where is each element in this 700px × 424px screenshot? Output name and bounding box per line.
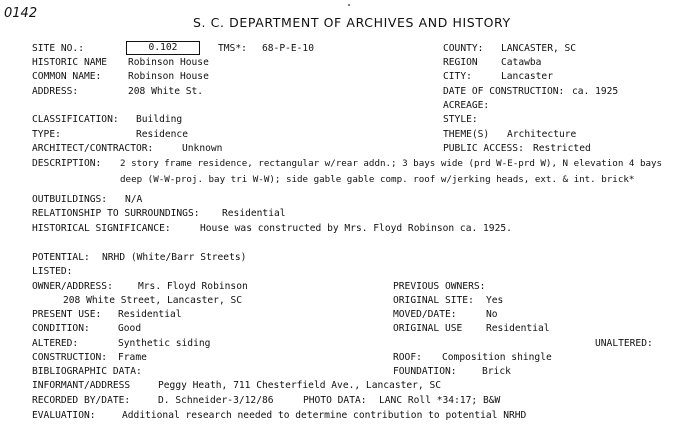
original-site-label: ORIGINAL SITE: <box>393 295 474 306</box>
description-label: DESCRIPTION: <box>32 158 102 169</box>
roof-label: ROOF: <box>393 352 422 363</box>
photo-data-value: LANC Roll *34:17; B&W <box>379 395 501 406</box>
relationship-value: Residential <box>222 208 286 219</box>
recorded-label: RECORDED BY/DATE: <box>32 395 131 406</box>
foundation-value: Brick <box>482 366 511 377</box>
original-use-value: Residential <box>486 323 550 334</box>
description-line-2: deep (W-W-proj. bay tri W-W); side gable gable comp. roof w/jerking heads, ext. & int. brick* <box>120 174 635 185</box>
classification-value: Building <box>136 114 183 125</box>
significance-value: House was constructed by Mrs. Floyd Robinson ca. 1925. <box>200 223 512 234</box>
informant-value: Peggy Heath, 711 Chesterfield Ave., Lancaster, SC <box>158 380 442 391</box>
tms-value: 68-P-E-10 <box>262 43 314 54</box>
type-value: Residence <box>136 129 188 140</box>
foundation-label: FOUNDATION: <box>393 366 457 377</box>
form-header: S. C. DEPARTMENT OF ARCHIVES AND HISTORY <box>193 15 511 30</box>
relationship-label: RELATIONSHIP TO SURROUNDINGS: <box>32 208 200 219</box>
site-no-label: SITE NO.: <box>32 43 84 54</box>
date-of-construction-label: DATE OF CONSTRUCTION: <box>443 86 565 97</box>
county-label: COUNTY: <box>443 43 484 54</box>
owner-value-2: 208 White Street, Lancaster, SC <box>63 295 243 306</box>
form-number: 0142 <box>4 6 38 21</box>
city-value: Lancaster <box>501 71 553 82</box>
theme-value: Architecture <box>507 129 577 140</box>
date-of-construction-value: ca. 1925 <box>572 86 619 97</box>
type-label: TYPE: <box>32 129 61 140</box>
bibliographic-label: BIBLIOGRAPHIC DATA: <box>32 366 142 377</box>
unaltered-label: UNALTERED: <box>595 338 653 349</box>
public-access-value: Restricted <box>533 143 591 154</box>
site-no-box: 0.102 <box>126 41 200 55</box>
moved-value: No <box>486 309 498 320</box>
address-value: 208 White St. <box>128 86 204 97</box>
original-use-label: ORIGINAL USE <box>393 323 463 334</box>
architect-value: Unknown <box>182 143 223 154</box>
historic-name-value: Robinson House <box>128 57 209 68</box>
address-label: ADDRESS: <box>32 86 79 97</box>
photo-data-label: PHOTO DATA: <box>303 395 367 406</box>
architect-label: ARCHITECT/CONTRACTOR: <box>32 143 154 154</box>
condition-label: CONDITION: <box>32 323 90 334</box>
outbuildings-value: N/A <box>125 194 143 205</box>
public-access-label: PUBLIC ACCESS: <box>443 143 524 154</box>
present-use-label: PRESENT USE: <box>32 309 102 320</box>
common-name-value: Robinson House <box>128 71 209 82</box>
historic-name-label: HISTORIC NAME <box>32 57 108 68</box>
original-site-value: Yes <box>486 295 504 306</box>
theme-label: THEME(S) <box>443 129 490 140</box>
altered-label: ALTERED: <box>32 338 79 349</box>
potential-label: POTENTIAL: <box>32 252 90 263</box>
owner-label: OWNER/ADDRESS: <box>32 281 113 292</box>
significance-label: HISTORICAL SIGNIFICANCE: <box>32 223 171 234</box>
moved-label: MOVED/DATE: <box>393 309 457 320</box>
roof-value: Composition shingle <box>442 352 552 363</box>
condition-value: Good <box>118 323 142 334</box>
construction-label: CONSTRUCTION: <box>32 352 108 363</box>
outbuildings-label: OUTBUILDINGS: <box>32 194 108 205</box>
informant-label: INFORMANT/ADDRESS <box>32 380 131 391</box>
previous-owners-label: PREVIOUS OWNERS: <box>393 281 486 292</box>
tms-label: TMS*: <box>218 43 247 54</box>
region-value: Catawba <box>501 57 542 68</box>
recorded-value: D. Schneider-3/12/86 <box>158 395 274 406</box>
present-use-value: Residential <box>118 309 182 320</box>
construction-value: Frame <box>118 352 147 363</box>
classification-label: CLASSIFICATION: <box>32 114 119 125</box>
potential-value: NRHD (White/Barr Streets) <box>102 252 247 263</box>
listed-label: LISTED: <box>32 266 73 277</box>
altered-value: Synthetic siding <box>118 338 211 349</box>
region-label: REGION <box>443 57 478 68</box>
common-name-label: COMMON NAME: <box>32 71 102 82</box>
description-line-1: 2 story frame residence, rectangular w/rear addn.; 3 bays wide (prd W-E-prd W), N elevation 4 bays <box>120 158 663 169</box>
acreage-label: ACREAGE: <box>443 100 490 111</box>
evaluation-value: Additional research needed to determine contribution to potential NRHD <box>122 410 527 421</box>
scan-speck <box>348 4 350 6</box>
owner-value-1: Mrs. Floyd Robinson <box>138 281 248 292</box>
style-label: STYLE: <box>443 114 478 125</box>
evaluation-label: EVALUATION: <box>32 410 96 421</box>
county-value: LANCASTER, SC <box>501 43 577 54</box>
city-label: CITY: <box>443 71 472 82</box>
